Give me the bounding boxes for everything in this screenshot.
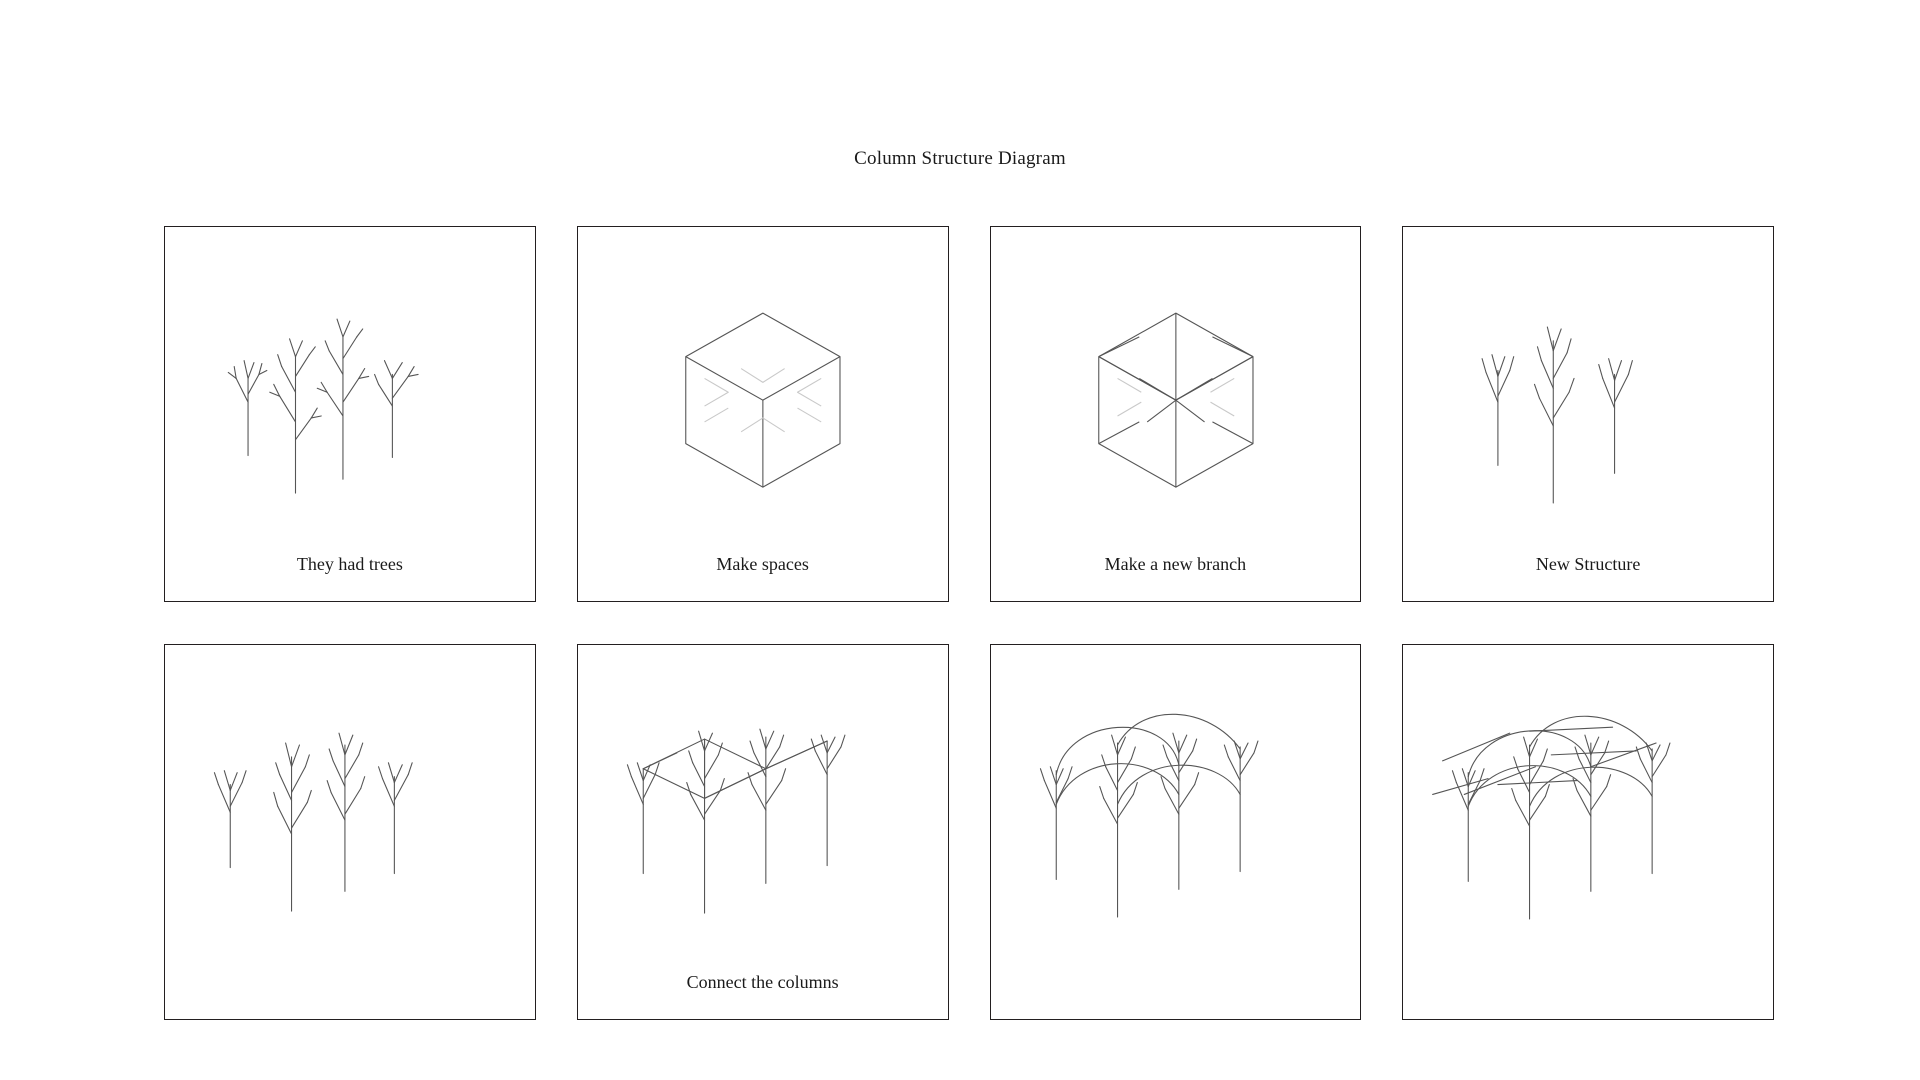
panel-caption: Make spaces (716, 554, 809, 574)
trees-bare-illustration (165, 227, 535, 601)
trees-columns-illustration (165, 645, 535, 1019)
cube-spaces-illustration (578, 227, 948, 601)
columns-final-illustration (1403, 645, 1773, 1019)
cube-branch-illustration (991, 227, 1361, 601)
panel-new-structure[interactable] (1402, 226, 1774, 602)
panel-row-bottom (164, 644, 1774, 1020)
panel-row-top (164, 226, 1774, 602)
panel-caption: Make a new branch (1104, 554, 1247, 574)
panel-caption: Connect the columns (686, 972, 839, 992)
panel-make-spaces[interactable] (577, 226, 949, 602)
columns-connected-illustration (578, 645, 948, 1019)
panel-final-structure[interactable] (1402, 644, 1774, 1020)
panel-arches[interactable] (990, 644, 1362, 1020)
panel-trees[interactable] (164, 226, 536, 602)
panel-columns-grown[interactable] (164, 644, 536, 1020)
panel-grid (164, 226, 1774, 1062)
trees-upright-illustration (1403, 227, 1773, 601)
panel-new-branch[interactable] (990, 226, 1362, 602)
columns-arches-illustration (991, 645, 1361, 1019)
page-title: Column Structure Diagram (854, 148, 1066, 169)
panel-connect-columns[interactable] (577, 644, 949, 1020)
panel-caption: They had trees (296, 554, 403, 574)
panel-caption: New Structure (1535, 554, 1641, 574)
